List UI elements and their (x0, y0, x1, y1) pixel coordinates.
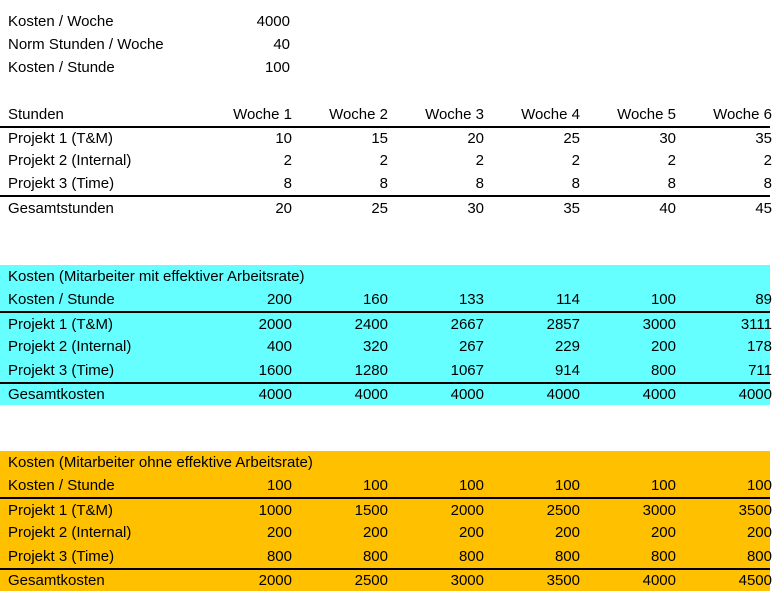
cell-value[interactable]: 100 (554, 477, 580, 494)
section-title[interactable]: Kosten (Mitarbeiter mit effektiver Arbeitsrate) (8, 268, 305, 285)
cell-value[interactable]: 100 (458, 477, 484, 494)
cell-value[interactable]: 25 (371, 200, 388, 217)
cell-value[interactable]: 133 (458, 291, 484, 308)
cell-value[interactable]: 2 (763, 152, 772, 169)
cell-value[interactable]: 4000 (642, 572, 676, 589)
cell-value[interactable]: 229 (554, 338, 580, 355)
cell-value[interactable]: 100 (266, 477, 292, 494)
effective-row-projekt-1 (0, 311, 770, 335)
cell-label[interactable]: Kosten / Woche (8, 13, 114, 30)
cell-value[interactable]: 2857 (546, 315, 580, 333)
cell-value[interactable]: 35 (563, 200, 580, 217)
cell-value[interactable]: 800 (650, 547, 676, 565)
cell-label[interactable]: Kosten / Stunde (8, 291, 115, 308)
cell-value[interactable]: 4000 (546, 386, 580, 403)
noneffective-title-row (0, 451, 770, 474)
cell-value[interactable]: 4000 (258, 386, 292, 403)
cell-value[interactable]: 40 (273, 36, 290, 53)
cell-value[interactable]: 800 (746, 547, 772, 565)
cell-value[interactable]: 100 (746, 477, 772, 494)
cell-value[interactable]: 3000 (642, 501, 676, 519)
cell-value[interactable]: 114 (556, 291, 580, 308)
cell-label[interactable]: Kosten / Stunde (8, 477, 115, 494)
effective-row-projekt-3 (0, 358, 770, 382)
section-title[interactable]: Kosten (Mitarbeiter ohne effektive Arbeitsrate) (8, 454, 313, 471)
cell-value[interactable]: 3500 (546, 572, 580, 589)
cell-value[interactable]: 3000 (450, 572, 484, 589)
cell-value[interactable]: 45 (755, 200, 772, 217)
cell-value[interactable]: 320 (362, 338, 388, 355)
cell-label[interactable]: Projekt 3 (Time) (8, 361, 115, 379)
cell-value[interactable]: 100 (362, 477, 388, 494)
cell-value[interactable]: 8 (763, 175, 772, 192)
header-week-6[interactable]: Woche 6 (713, 106, 772, 123)
cell-label[interactable]: Gesamtkosten (8, 572, 105, 589)
cell-value[interactable]: 800 (266, 547, 292, 565)
cell-value[interactable]: 100 (264, 59, 290, 76)
effective-total-row (0, 382, 770, 405)
noneffective-row-projekt-2 (0, 521, 770, 544)
cell-value[interactable]: 711 (748, 361, 772, 379)
cell-value[interactable]: 4000 (450, 386, 484, 403)
param-row-norm-hours (0, 33, 770, 56)
cell-value[interactable]: 8 (571, 175, 580, 192)
cell-value[interactable]: 2000 (258, 572, 292, 589)
hours-total-row (0, 195, 770, 220)
cell-value[interactable]: 3500 (738, 501, 772, 519)
cell-value[interactable]: 1280 (354, 361, 388, 379)
cell-value[interactable]: 3000 (642, 315, 676, 333)
cell-value[interactable]: 1067 (450, 361, 484, 379)
header-week-1[interactable]: Woche 1 (233, 106, 292, 123)
cell-value[interactable]: 400 (266, 338, 292, 355)
cell-value[interactable]: 8 (475, 175, 484, 192)
cell-label[interactable]: Projekt 3 (Time) (8, 547, 115, 565)
cell-value[interactable]: 200 (650, 338, 676, 355)
cell-label[interactable]: Stunden (8, 106, 64, 123)
header-week-2[interactable]: Woche 2 (329, 106, 388, 123)
hours-row-projekt-2 (0, 149, 770, 172)
cell-value[interactable]: 2 (475, 152, 484, 169)
cell-value[interactable]: 2 (667, 152, 676, 169)
cell-value[interactable]: 800 (362, 547, 388, 565)
cell-value[interactable]: 4000 (738, 386, 772, 403)
cell-value[interactable]: 800 (554, 547, 580, 565)
cell-value[interactable]: 8 (283, 175, 292, 192)
cell-value[interactable]: 200 (458, 524, 484, 541)
cell-value[interactable]: 200 (554, 524, 580, 541)
cell-value[interactable]: 1600 (258, 361, 292, 379)
cell-value[interactable]: 200 (266, 291, 292, 308)
effective-rate-row (0, 288, 770, 311)
cell-value[interactable]: 4500 (738, 572, 772, 589)
cell-value[interactable]: 1500 (354, 501, 388, 519)
noneffective-total-row (0, 568, 770, 591)
cell-value[interactable]: 200 (362, 524, 388, 541)
noneffective-row-projekt-1 (0, 497, 770, 521)
cell-value[interactable]: 8 (379, 175, 388, 192)
header-week-4[interactable]: Woche 4 (521, 106, 580, 123)
cell-value[interactable]: 2000 (258, 315, 292, 333)
hours-row-projekt-1 (0, 126, 770, 149)
cell-value[interactable]: 2 (571, 152, 580, 169)
cell-label[interactable]: Projekt 3 (Time) (8, 175, 115, 192)
cell-value[interactable]: 100 (650, 291, 676, 308)
hours-row-projekt-3 (0, 172, 770, 195)
cell-value[interactable]: 30 (659, 130, 676, 147)
cell-value[interactable]: 2500 (546, 501, 580, 519)
effective-title-row (0, 265, 770, 288)
cell-value[interactable]: 3111 (740, 315, 772, 333)
cell-label[interactable]: Projekt 1 (T&M) (8, 130, 114, 147)
cell-value[interactable]: 1000 (258, 501, 292, 519)
effective-row-projekt-2 (0, 335, 770, 358)
cell-value[interactable]: 40 (659, 200, 676, 217)
cell-value[interactable]: 160 (362, 291, 388, 308)
header-week-3[interactable]: Woche 3 (425, 106, 484, 123)
cell-value[interactable]: 2500 (354, 572, 388, 589)
cell-value[interactable]: 35 (755, 130, 772, 147)
cell-label[interactable]: Gesamtstunden (8, 200, 114, 217)
noneffective-rate-row (0, 474, 770, 497)
cell-value[interactable]: 200 (266, 524, 292, 541)
cell-value[interactable]: 20 (467, 130, 484, 147)
noneffective-row-projekt-3 (0, 544, 770, 568)
cell-value[interactable]: 4000 (642, 386, 676, 403)
cell-value[interactable]: 100 (650, 477, 676, 494)
cell-value[interactable]: 800 (458, 547, 484, 565)
hours-header-row (0, 103, 770, 126)
cell-label[interactable]: Kosten / Stunde (8, 59, 115, 76)
cell-value[interactable]: 914 (554, 361, 580, 379)
cell-value[interactable]: 89 (755, 291, 772, 308)
cell-value[interactable]: 200 (746, 524, 772, 541)
cell-value[interactable]: 200 (650, 524, 676, 541)
cell-value[interactable]: 15 (371, 130, 388, 147)
cell-value[interactable]: 30 (467, 200, 484, 217)
cell-label[interactable]: Projekt 2 (Internal) (8, 152, 132, 169)
cell-value[interactable]: 10 (275, 130, 292, 147)
cell-label[interactable]: Projekt 2 (Internal) (8, 524, 132, 541)
cell-label[interactable]: Gesamtkosten (8, 386, 105, 403)
param-row-cost-week (0, 10, 770, 33)
cell-value[interactable]: 2667 (450, 315, 484, 333)
param-row-cost-hour (0, 56, 770, 79)
header-week-5[interactable]: Woche 5 (617, 106, 676, 123)
cell-label[interactable]: Projekt 1 (T&M) (8, 315, 114, 333)
cell-value[interactable]: 178 (746, 338, 772, 355)
cell-value[interactable]: 2400 (354, 315, 388, 333)
cell-label[interactable]: Projekt 2 (Internal) (8, 338, 132, 355)
cell-label[interactable]: Norm Stunden / Woche (8, 36, 164, 53)
cell-value[interactable]: 25 (563, 130, 580, 147)
cell-value[interactable]: 4000 (354, 386, 388, 403)
cell-value[interactable]: 2000 (450, 501, 484, 519)
cell-value[interactable]: 800 (650, 361, 676, 379)
cell-value[interactable]: 4000 (256, 13, 290, 30)
cell-value[interactable]: 2 (379, 152, 388, 169)
cell-label[interactable]: Projekt 1 (T&M) (8, 501, 114, 519)
cell-value[interactable]: 20 (275, 200, 292, 217)
cell-value[interactable]: 8 (667, 175, 676, 192)
cell-value[interactable]: 267 (458, 338, 484, 355)
cell-value[interactable]: 2 (283, 152, 292, 169)
